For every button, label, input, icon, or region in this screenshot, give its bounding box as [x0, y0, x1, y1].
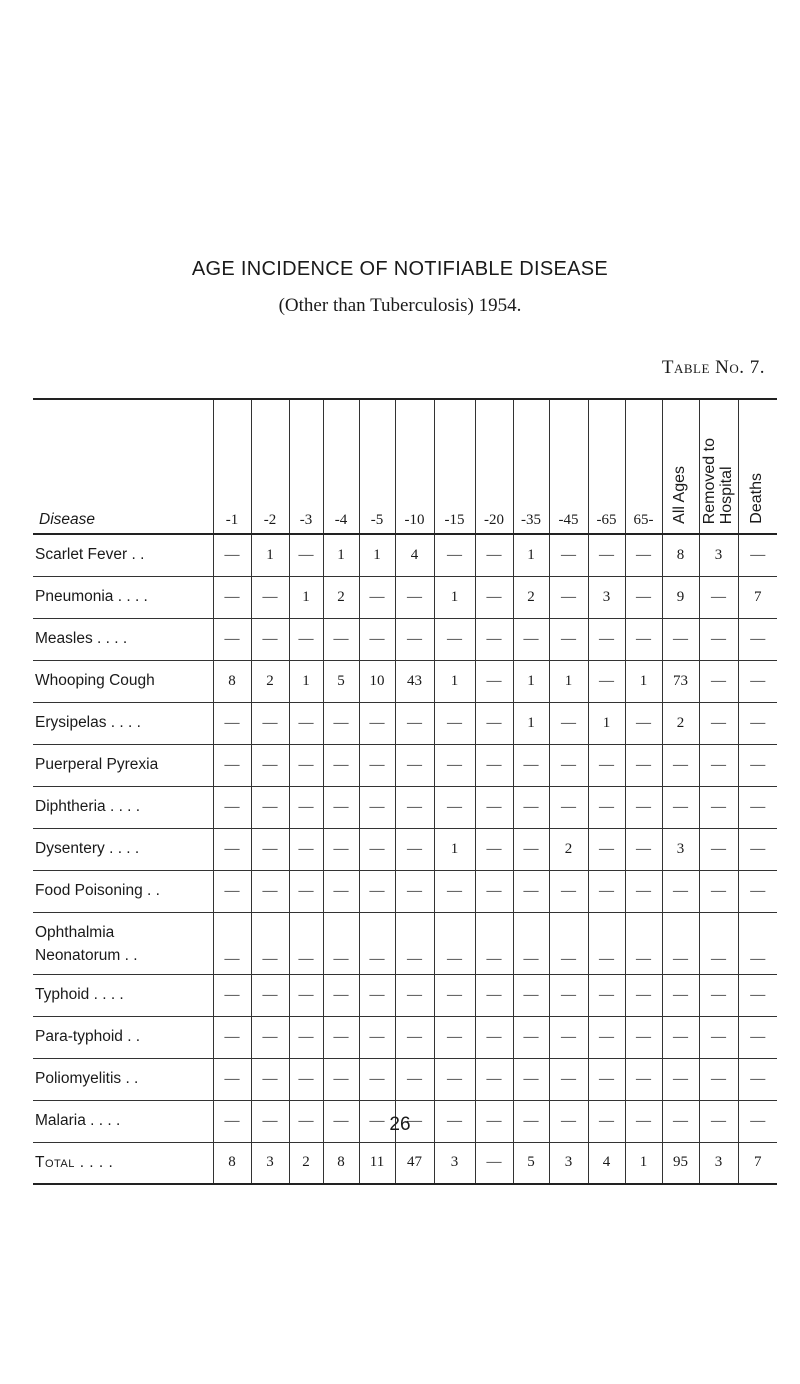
page-subtitle: (Other than Tuberculosis) 1954. [278, 295, 522, 316]
table-cell: — [323, 786, 359, 828]
table-cell: 95 [662, 1142, 699, 1184]
table-cell: 4 [395, 534, 434, 576]
table-cell: — [738, 660, 777, 702]
table-row [33, 912, 777, 974]
table-cell: — [662, 1058, 699, 1100]
table-cell: — [323, 1016, 359, 1058]
table-cell: — [625, 974, 662, 1016]
table-cell: 1 [289, 576, 323, 618]
table-row [33, 618, 777, 660]
table-cell: 1 [359, 534, 395, 576]
table-cell: — [738, 974, 777, 1016]
table-cell: — [588, 828, 625, 870]
table-cell: — [699, 1016, 738, 1058]
table-cell: — [395, 744, 434, 786]
column-header-age: -65 [588, 399, 625, 534]
table-cell: — [549, 1100, 588, 1142]
table-cell: — [251, 828, 289, 870]
disease-name: Whooping Cough [33, 660, 213, 702]
table-cell: — [475, 744, 513, 786]
table-cell: — [289, 702, 323, 744]
table-cell: — [289, 744, 323, 786]
table-row [33, 744, 777, 786]
table-cell: — [434, 786, 475, 828]
disease-name: Measles . . . . [33, 618, 213, 660]
table-cell: — [213, 1100, 251, 1142]
table-cell: — [662, 744, 699, 786]
table-cell: — [289, 828, 323, 870]
table-cell: 1 [588, 702, 625, 744]
table-cell: — [323, 870, 359, 912]
table-cell: — [475, 870, 513, 912]
column-header-disease: Disease [33, 399, 213, 534]
table-cell: 3 [549, 1142, 588, 1184]
table-cell: — [359, 974, 395, 1016]
table-cell: 8 [662, 534, 699, 576]
table-cell: — [289, 870, 323, 912]
disease-name: Diphtheria . . . . [33, 786, 213, 828]
table-cell: — [323, 1058, 359, 1100]
table-cell: — [588, 870, 625, 912]
table-cell: — [738, 786, 777, 828]
table-cell: — [662, 870, 699, 912]
disease-name: Typhoid . . . . [33, 974, 213, 1016]
table-cell: — [251, 1058, 289, 1100]
disease-name: Scarlet Fever . . [33, 534, 213, 576]
table-cell: 5 [323, 660, 359, 702]
table-cell: — [738, 702, 777, 744]
table-cell: — [625, 828, 662, 870]
table-cell: — [549, 576, 588, 618]
table-cell: — [289, 786, 323, 828]
table-row [33, 1016, 777, 1058]
table-cell: — [359, 912, 395, 974]
table-cell: — [549, 1016, 588, 1058]
table-cell: — [699, 660, 738, 702]
table-cell: — [359, 786, 395, 828]
table-row [33, 1058, 777, 1100]
table-cell: 1 [251, 534, 289, 576]
table-cell: — [434, 744, 475, 786]
table-cell: — [475, 702, 513, 744]
table-cell: — [395, 1058, 434, 1100]
table-cell: — [289, 618, 323, 660]
table-cell: 47 [395, 1142, 434, 1184]
table-cell: — [289, 912, 323, 974]
column-header-age: -5 [359, 399, 395, 534]
table-row [33, 974, 777, 1016]
table-cell: 8 [213, 660, 251, 702]
table-body [33, 534, 777, 1184]
table-cell: — [395, 618, 434, 660]
column-header-age: -35 [513, 399, 549, 534]
table-cell: — [738, 618, 777, 660]
table-cell: — [213, 786, 251, 828]
column-header-age: -3 [289, 399, 323, 534]
table-cell: — [475, 974, 513, 1016]
table-cell: 3 [662, 828, 699, 870]
table-cell: — [625, 1016, 662, 1058]
table-cell: — [251, 576, 289, 618]
table-cell: — [213, 618, 251, 660]
table-number: Table No. 7. [661, 357, 765, 378]
table-cell: 2 [549, 828, 588, 870]
table-cell: — [213, 974, 251, 1016]
table-row [33, 870, 777, 912]
table-cell: 43 [395, 660, 434, 702]
table-cell: — [359, 828, 395, 870]
table-cell: — [475, 1016, 513, 1058]
table-cell: 9 [662, 576, 699, 618]
table-cell: — [251, 912, 289, 974]
table-cell: 2 [513, 576, 549, 618]
table-cell: — [289, 1016, 323, 1058]
table-cell: — [699, 1100, 738, 1142]
table-cell: — [625, 744, 662, 786]
table-cell: 1 [323, 534, 359, 576]
table-cell: — [625, 912, 662, 974]
table-cell: 3 [434, 1142, 475, 1184]
column-header-rotated [699, 399, 738, 534]
table-header-row [33, 399, 777, 534]
table-cell: — [662, 912, 699, 974]
table-cell: — [625, 786, 662, 828]
table-row [33, 828, 777, 870]
table-cell: — [434, 1058, 475, 1100]
table-cell: — [699, 828, 738, 870]
table-cell: — [395, 786, 434, 828]
column-header-age: -20 [475, 399, 513, 534]
column-header-rotated [662, 399, 699, 534]
table-cell: 1 [434, 576, 475, 618]
column-header-rotated [738, 399, 777, 534]
table-cell: — [738, 1016, 777, 1058]
table-cell: — [588, 974, 625, 1016]
table-cell: — [513, 786, 549, 828]
table-cell: — [513, 744, 549, 786]
table-cell: — [213, 828, 251, 870]
table-cell: — [625, 1100, 662, 1142]
table-cell: — [251, 618, 289, 660]
table-cell: 3 [251, 1142, 289, 1184]
table-cell: — [699, 786, 738, 828]
table-row [33, 702, 777, 744]
table-cell: — [738, 744, 777, 786]
table-cell: — [475, 786, 513, 828]
table-cell: — [549, 912, 588, 974]
table-cell: — [625, 618, 662, 660]
table-cell: — [289, 974, 323, 1016]
table-cell: — [434, 1016, 475, 1058]
table-cell: — [213, 870, 251, 912]
table-cell: — [434, 1100, 475, 1142]
table-cell: — [323, 912, 359, 974]
table-cell: — [549, 1058, 588, 1100]
table-cell: — [549, 870, 588, 912]
table-cell: — [395, 576, 434, 618]
table-cell: — [323, 828, 359, 870]
table-cell: — [251, 744, 289, 786]
table-cell: — [699, 702, 738, 744]
disease-table [33, 398, 777, 1185]
table-cell: — [475, 576, 513, 618]
table-cell: — [549, 786, 588, 828]
table-cell: — [738, 870, 777, 912]
table-cell: 4 [588, 1142, 625, 1184]
table-cell: 7 [738, 576, 777, 618]
table-cell: 1 [513, 660, 549, 702]
table-cell: — [588, 534, 625, 576]
page-title: AGE INCIDENCE OF NOTIFIABLE DISEASE [191, 258, 609, 280]
column-header-label: All Ages [671, 466, 689, 524]
table-cell: — [251, 1016, 289, 1058]
table-cell: — [662, 1100, 699, 1142]
table-cell: — [738, 828, 777, 870]
table-cell: — [625, 534, 662, 576]
column-header-age: -1 [213, 399, 251, 534]
table-cell: 8 [213, 1142, 251, 1184]
column-header-age: -45 [549, 399, 588, 534]
table-cell: — [289, 534, 323, 576]
table-cell: — [513, 912, 549, 974]
table-cell: — [662, 1016, 699, 1058]
table-cell: — [395, 702, 434, 744]
table-cell: — [549, 534, 588, 576]
disease-name: Food Poisoning . . [33, 870, 213, 912]
table-cell: 2 [323, 576, 359, 618]
table-cell: — [625, 576, 662, 618]
table-cell: — [251, 870, 289, 912]
page-number: 26 [389, 1114, 411, 1135]
total-row [33, 1142, 777, 1184]
table-cell: 11 [359, 1142, 395, 1184]
table-cell: — [549, 974, 588, 1016]
table-cell: — [359, 1016, 395, 1058]
table-cell: — [289, 1058, 323, 1100]
table-row [33, 534, 777, 576]
table-cell: — [213, 702, 251, 744]
table-cell: 1 [513, 534, 549, 576]
table-cell: — [513, 618, 549, 660]
table-cell: — [359, 576, 395, 618]
table-cell: — [213, 744, 251, 786]
table-cell: — [359, 870, 395, 912]
table-cell: — [513, 870, 549, 912]
table-cell: — [213, 534, 251, 576]
table-cell: 1 [289, 660, 323, 702]
table-cell: 3 [699, 1142, 738, 1184]
table-cell: 3 [588, 576, 625, 618]
table-cell: 2 [662, 702, 699, 744]
table-cell: — [588, 786, 625, 828]
table-cell: — [434, 702, 475, 744]
table-cell: 10 [359, 660, 395, 702]
table-cell: — [588, 1058, 625, 1100]
table-cell: — [359, 744, 395, 786]
table-cell: — [323, 974, 359, 1016]
table-cell: — [475, 618, 513, 660]
table-cell: — [699, 618, 738, 660]
table-cell: — [513, 828, 549, 870]
table-cell: 2 [251, 660, 289, 702]
disease-name: Total . . . . [33, 1142, 213, 1184]
table-cell: 2 [289, 1142, 323, 1184]
table-cell: — [213, 1058, 251, 1100]
table-cell: — [549, 618, 588, 660]
table-cell: — [662, 786, 699, 828]
table-cell: — [359, 618, 395, 660]
table-cell: — [513, 1058, 549, 1100]
column-header-label: Removed to Hospital [700, 437, 735, 524]
table-cell: — [251, 786, 289, 828]
table-cell: 1 [434, 660, 475, 702]
table-cell: — [434, 870, 475, 912]
table-cell: — [662, 618, 699, 660]
table-cell: — [625, 1058, 662, 1100]
table-cell: 1 [549, 660, 588, 702]
table-cell: — [475, 534, 513, 576]
table-cell: 5 [513, 1142, 549, 1184]
table-cell: — [434, 534, 475, 576]
disease-name: Poliomyelitis . . [33, 1058, 213, 1100]
table-cell: — [699, 1058, 738, 1100]
table-cell: — [359, 702, 395, 744]
table-cell: — [289, 1100, 323, 1142]
table-cell: — [549, 744, 588, 786]
table-cell: 8 [323, 1142, 359, 1184]
table-cell: — [699, 870, 738, 912]
column-header-age: -2 [251, 399, 289, 534]
table-cell: — [475, 660, 513, 702]
column-header-age: -4 [323, 399, 359, 534]
table-cell: 1 [625, 660, 662, 702]
table-cell: — [475, 1058, 513, 1100]
table-cell: — [434, 618, 475, 660]
table-cell: 1 [434, 828, 475, 870]
table-cell: — [513, 1100, 549, 1142]
table-cell: — [359, 1058, 395, 1100]
table-cell: 1 [625, 1142, 662, 1184]
table-cell: — [434, 912, 475, 974]
table-row [33, 576, 777, 618]
table-cell: — [323, 1100, 359, 1142]
table-cell: — [251, 1100, 289, 1142]
table-cell: — [588, 660, 625, 702]
table-cell: — [359, 1100, 395, 1142]
table-cell: — [213, 912, 251, 974]
table-cell: — [513, 974, 549, 1016]
column-header-age: -15 [434, 399, 475, 534]
table-cell: — [395, 1016, 434, 1058]
table-cell: — [323, 702, 359, 744]
disease-name: Para-typhoid . . [33, 1016, 213, 1058]
column-header-age: -10 [395, 399, 434, 534]
table-cell: — [699, 576, 738, 618]
table-cell: — [738, 1100, 777, 1142]
table-cell: — [738, 912, 777, 974]
table-row [33, 786, 777, 828]
table-cell: — [588, 744, 625, 786]
table-cell: — [213, 1016, 251, 1058]
table-cell: — [513, 1016, 549, 1058]
table-cell: — [588, 1100, 625, 1142]
table-cell: 1 [513, 702, 549, 744]
disease-name: Puerperal Pyrexia [33, 744, 213, 786]
table-cell: — [625, 870, 662, 912]
table-cell: — [738, 1058, 777, 1100]
table-cell: 7 [738, 1142, 777, 1184]
table-cell: — [588, 912, 625, 974]
table-cell: — [549, 702, 588, 744]
table-cell: 3 [699, 534, 738, 576]
disease-name: Erysipelas . . . . [33, 702, 213, 744]
table-cell: — [699, 744, 738, 786]
table-cell: — [625, 702, 662, 744]
column-header-age: 65- [625, 399, 662, 534]
table-cell: — [434, 974, 475, 1016]
table-cell: — [475, 1100, 513, 1142]
table-cell: — [395, 974, 434, 1016]
table-cell: — [738, 534, 777, 576]
table-cell: 73 [662, 660, 699, 702]
disease-name: Pneumonia . . . . [33, 576, 213, 618]
table-cell: — [323, 618, 359, 660]
disease-name: Dysentery . . . . [33, 828, 213, 870]
table-cell: — [588, 618, 625, 660]
table-cell: — [251, 974, 289, 1016]
table-cell: — [323, 744, 359, 786]
table-cell: — [662, 974, 699, 1016]
table-cell: — [395, 1100, 434, 1142]
disease-name: Ophthalmia Neonatorum . . [33, 912, 213, 974]
table-cell: — [395, 912, 434, 974]
table-cell: — [395, 828, 434, 870]
table-cell: — [475, 828, 513, 870]
table-cell: — [475, 1142, 513, 1184]
table-cell: — [475, 912, 513, 974]
column-header-label: Deaths [748, 473, 766, 524]
table-cell: — [213, 576, 251, 618]
table-cell: — [251, 702, 289, 744]
table-cell: — [699, 912, 738, 974]
disease-name: Malaria . . . . [33, 1100, 213, 1142]
table-cell: — [699, 974, 738, 1016]
table-cell: — [588, 1016, 625, 1058]
table-cell: — [395, 870, 434, 912]
table-row [33, 660, 777, 702]
